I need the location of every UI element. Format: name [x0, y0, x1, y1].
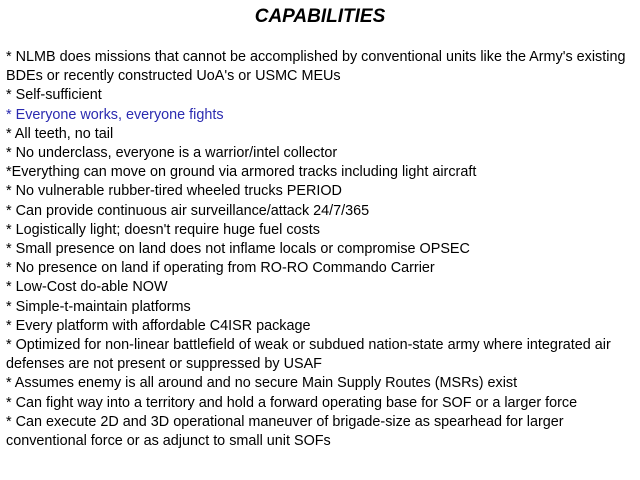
- bullet-item: * NLMB does missions that cannot be accomplished by conventional units like the Army's existing BDEs or recently constructed UoA's or USMC MEUs: [6, 49, 626, 85]
- bullet-item: * Small presence on land does not inflame locals or compromise OPSEC: [6, 241, 470, 258]
- bullet-item: * Self-sufficient: [6, 87, 102, 104]
- bullet-item: * Can provide continuous air surveillance/attack 24/7/365: [6, 202, 370, 219]
- slide-title: CAPABILITIES: [254, 6, 386, 27]
- bullet-item: * All teeth, no tail: [6, 125, 114, 142]
- bullet-item: * Can execute 2D and 3D operational maneuver of brigade-size as spearhead for larger conventional force or as adjunct to small unit SOFs: [6, 413, 564, 450]
- bullet-item: * Logistically light; doesn't require huge fuel costs: [6, 221, 320, 238]
- bullet-item: * Optimized for non-linear battlefield of weak or subdued nation-state army where integrated air defenses are not present or suppressed by USAF: [6, 337, 611, 373]
- bullet-item: *Everything can move on ground via armored tracks including light aircraft: [6, 164, 477, 181]
- bullet-item: * Assumes enemy is all around and no secure Main Supply Routes (MSRs) exist: [6, 375, 518, 392]
- bullet-list: [6, 48, 638, 451]
- bullet-item: * Simple-t-maintain platforms: [6, 298, 191, 315]
- bullet-item: * Low-Cost do-able NOW: [6, 279, 168, 296]
- bullet-item: * No presence on land if operating from RO-RO Commando Carrier: [6, 260, 435, 277]
- bullet-item: * Every platform with affordable C4ISR package: [6, 317, 311, 334]
- bullet-item: * No underclass, everyone is a warrior/intel collector: [6, 145, 338, 162]
- bullet-item: * Everyone works, everyone fights: [6, 106, 224, 123]
- bullet-item: * No vulnerable rubber-tired wheeled trucks PERIOD: [6, 183, 342, 200]
- bullet-item: * Can fight way into a territory and hold a forward operating base for SOF or a larger force: [6, 394, 578, 411]
